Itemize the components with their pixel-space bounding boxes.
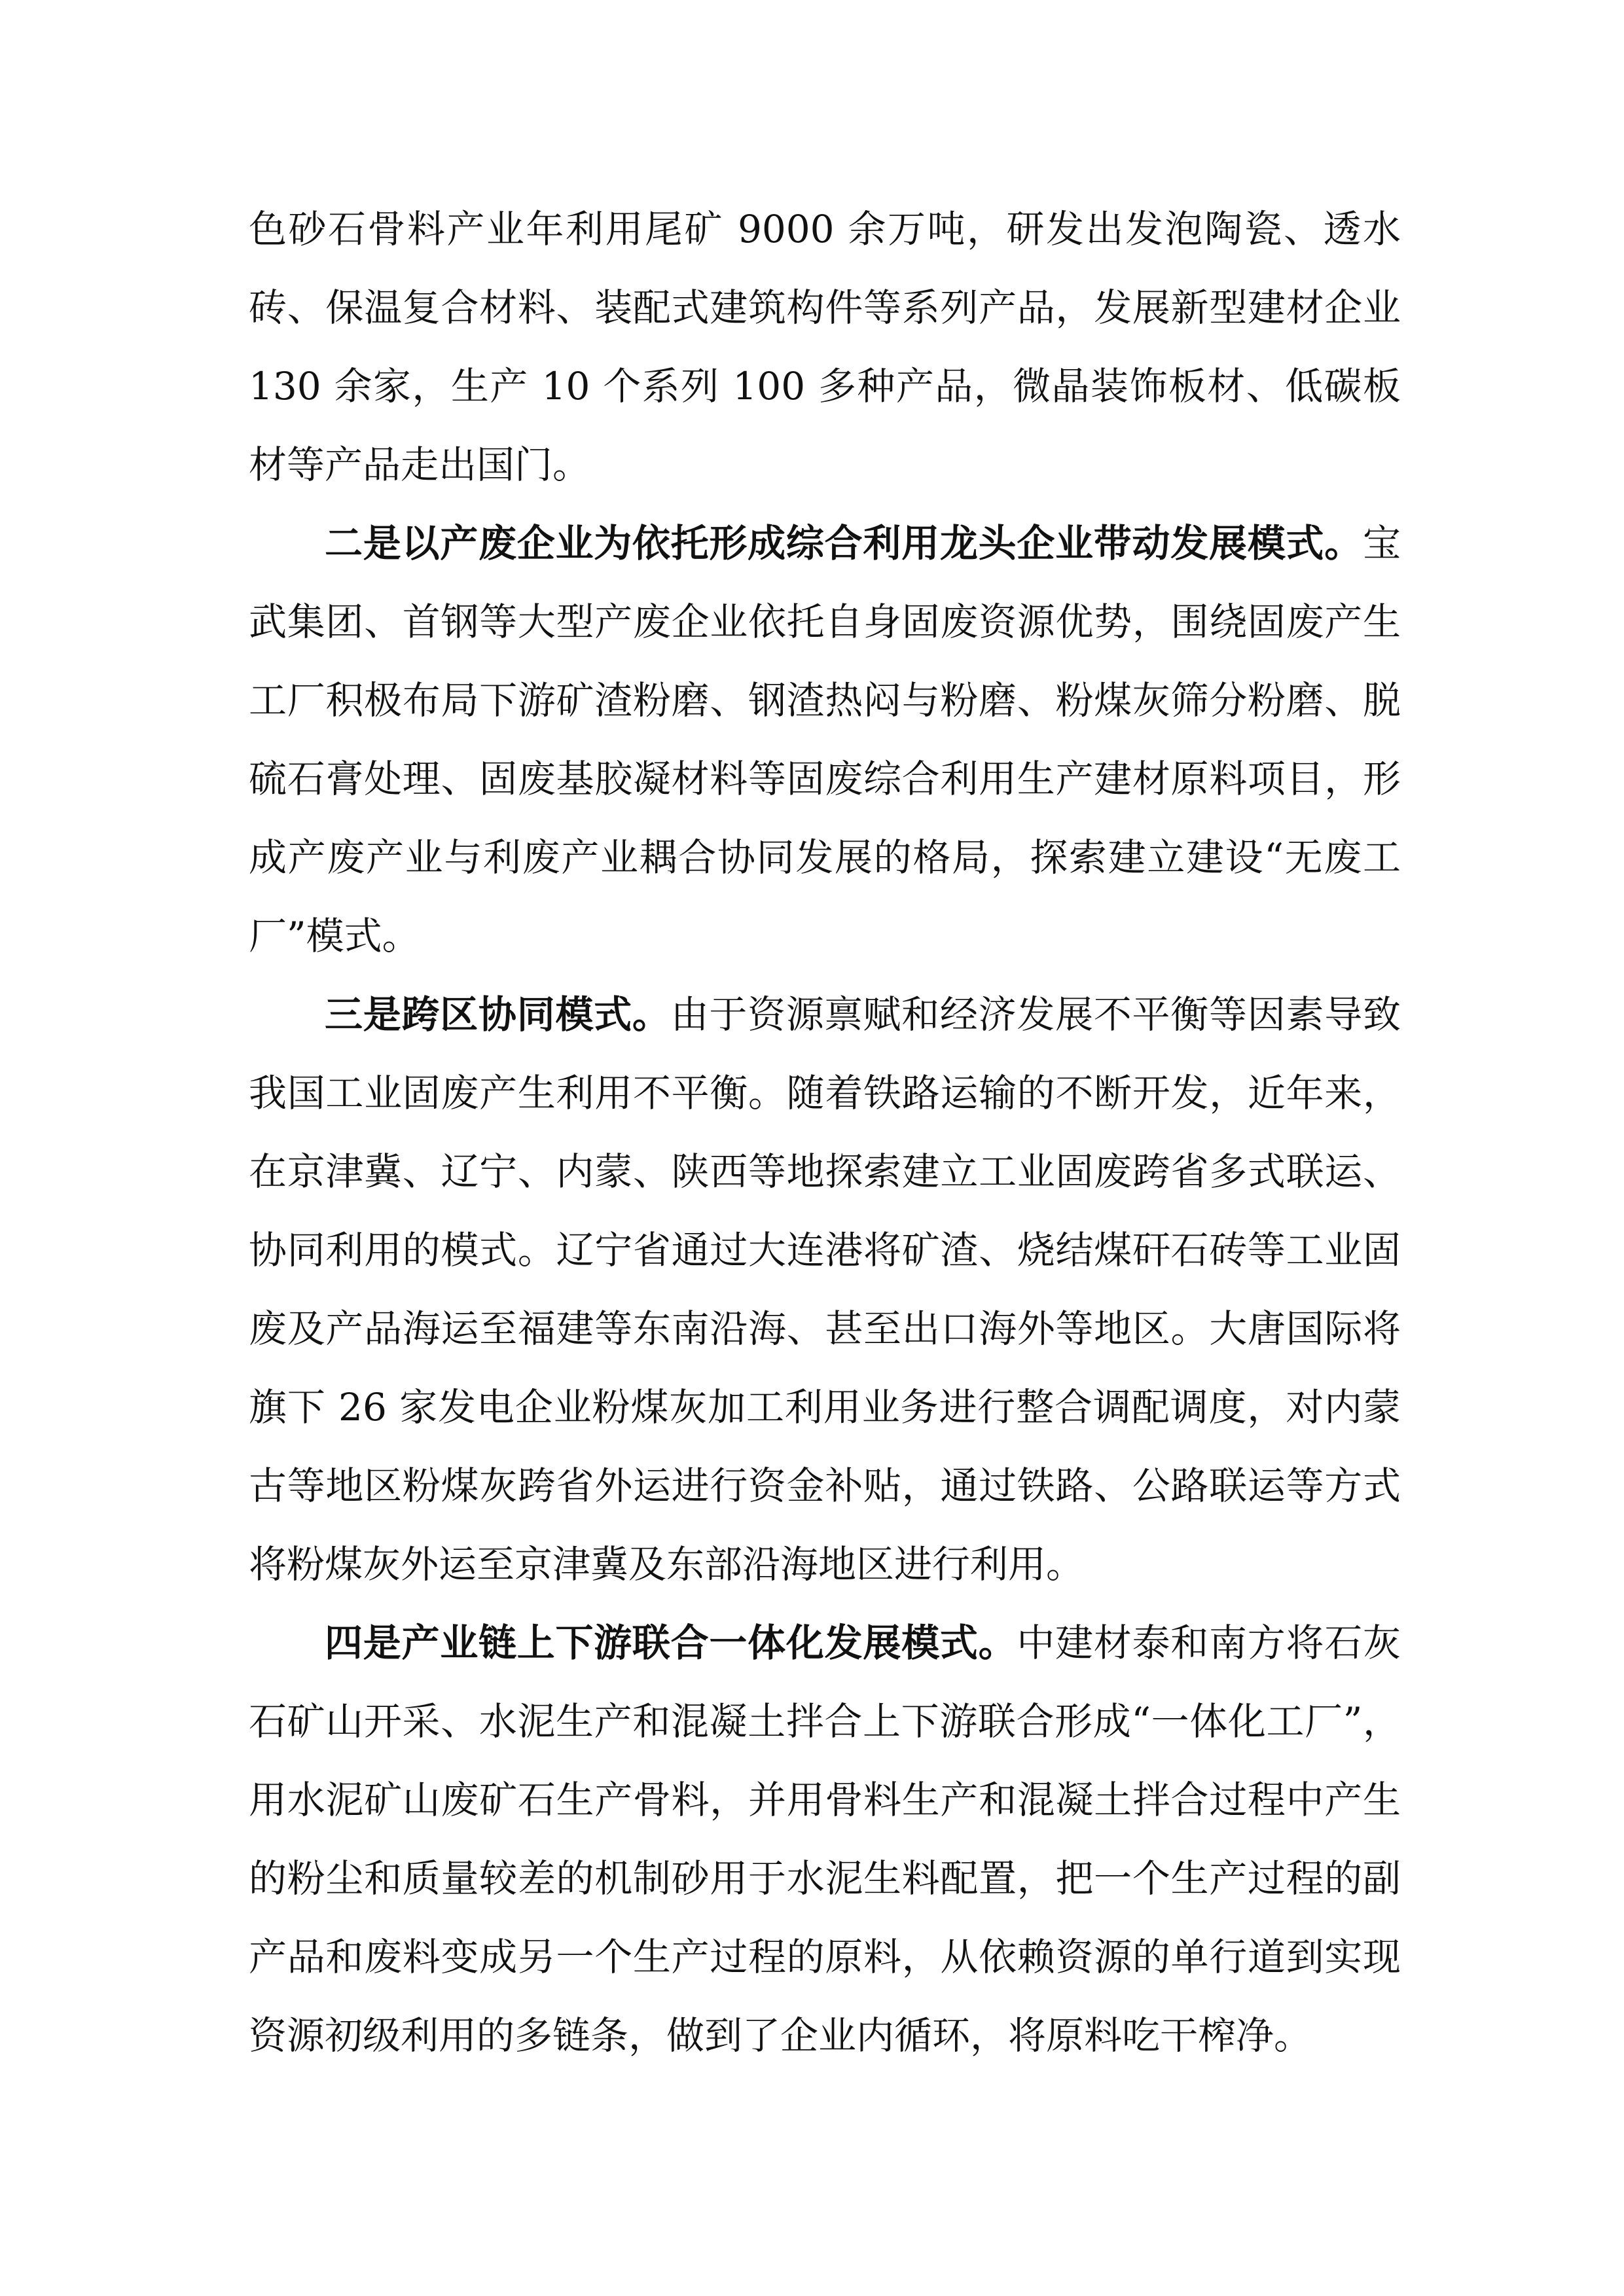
paragraph-mode-four xyxy=(249,1604,1401,2075)
paragraph-heading: 三是跨区协同模式。 xyxy=(325,992,671,1037)
paragraph-body: 由于资源禀赋和经济发展不平衡等因素导致我国工业固废产生利用不平衡。随着铁路运输的不断开发，近年来，在京津冀、辽宁、内蒙、陕西等地探索建立工业固废跨省多式联运、协同利用的模式。辽宁省通过大连港将矿渣、烧结煤矸石砖等工业固废及产品海运至福建等东南沿海、甚至出口海外等地区。大唐国际将旗下 26 家发电企业粉煤灰加工利用业务进行整合调配调度，对内蒙古等地区粉煤灰跨省外运进行资金补贴，通过铁路、公路联运等方式将粉煤灰外运至京津冀及东部沿海地区进行利用。 xyxy=(249,992,1401,1587)
paragraph-body: 色砂石骨料产业年利用尾矿 9000 余万吨，研发出发泡陶瓷、透水砖、保温复合材料、装配式建筑构件等系列产品，发展新型建材企业 130 余家，生产 10 个系列 100 多种产品，微晶装饰板材、低碳板材等产品走出国门。 xyxy=(249,207,1401,487)
paragraph-heading: 二是以产废企业为依托形成综合利用龙头企业带动发展模式。 xyxy=(325,521,1363,565)
paragraph-mode-three xyxy=(249,975,1401,1604)
paragraph-heading: 四是产业链上下游联合一体化发展模式。 xyxy=(325,1621,1017,1665)
document-page xyxy=(249,190,1401,2075)
paragraph-body: 宝武集团、首钢等大型产废企业依托自身固废资源优势，围绕固废产生工厂积极布局下游矿渣粉磨、钢渣热闷与粉磨、粉煤灰筛分粉磨、脱硫石膏处理、固废基胶凝材料等固废综合利用生产建材原料项目，形成产废产业与利废产业耦合协同发展的格局，探索建立建设“无废工厂”模式。 xyxy=(249,521,1401,958)
paragraph-body: 中建材泰和南方将石灰石矿山开采、水泥生产和混凝土拌合上下游联合形成“一体化工厂”，用水泥矿山废矿石生产骨料，并用骨料生产和混凝土拌合过程中产生的粉尘和质量较差的机制砂用于水泥生料配置，把一个生产过程的副产品和废料变成另一个生产过程的原料，从依赖资源的单行道到实现资源初级利用的多链条，做到了企业内循环，将原料吃干榨净。 xyxy=(249,1621,1401,2058)
paragraph-continuation xyxy=(249,190,1401,504)
paragraph-mode-two xyxy=(249,504,1401,975)
